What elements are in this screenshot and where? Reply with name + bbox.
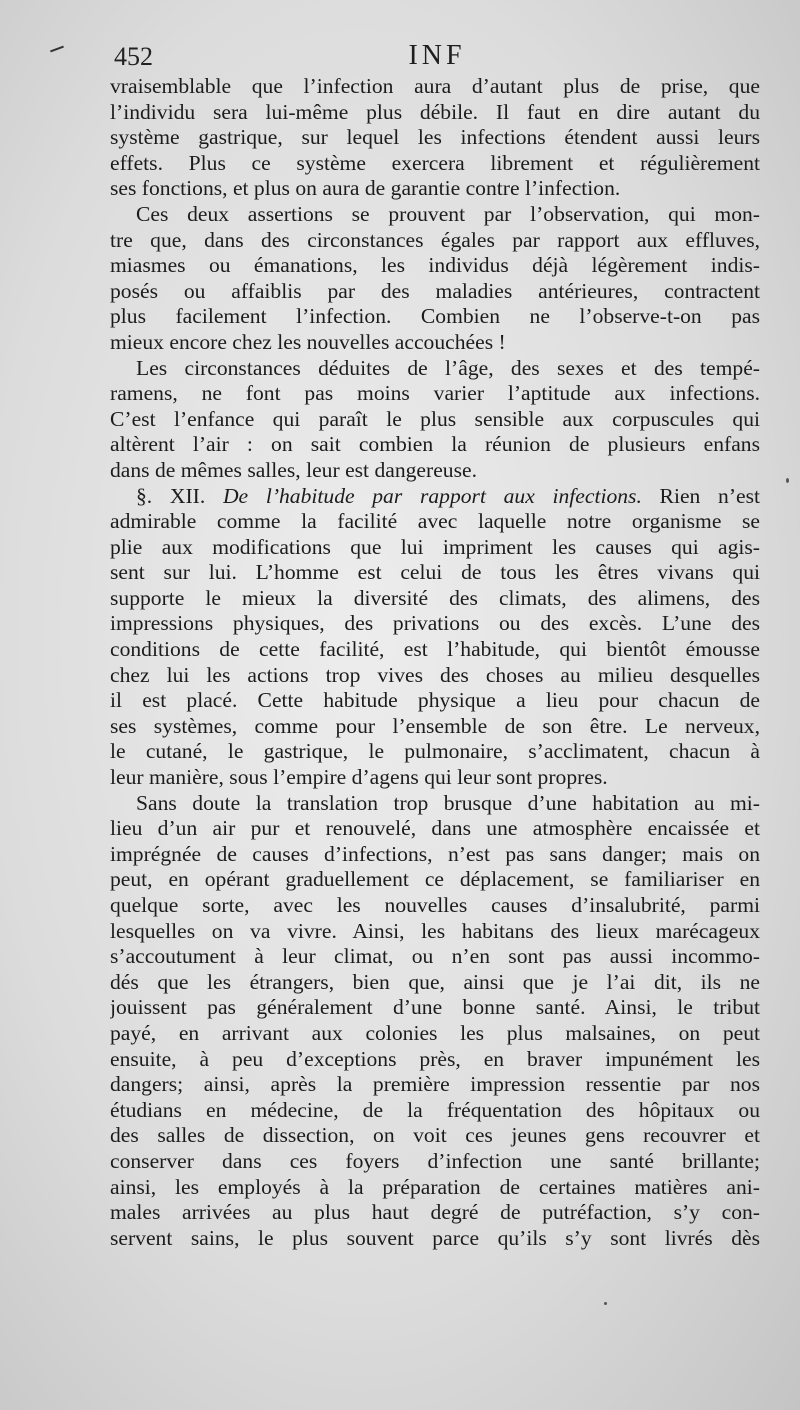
ink-mark <box>50 46 64 53</box>
text-line: chez lui les actions trop vives des choses au milieu desquelles <box>110 662 760 687</box>
text-line: supporte le mieux la diversité des climats, des alimens, des <box>110 585 760 610</box>
text-line: plus facilement l’infection. Combien ne l’observe-t-on pas <box>110 304 760 329</box>
text-line: dans de mêmes salles, leur est dangereuse. <box>110 457 477 482</box>
text-line: Les circonstances déduites de l’âge, des sexes et des tempé- <box>136 355 760 380</box>
section-heading-line <box>110 484 760 510</box>
text-line: posés ou affaiblis par des maladies antérieures, contractent <box>110 278 760 303</box>
text-line: ramens, ne font pas moins varier l’aptitude aux infections. <box>110 381 760 406</box>
text-line: altèrent l’air : on sait combien la réunion de plusieurs enfans <box>110 432 760 457</box>
body-text <box>110 74 760 1251</box>
text-line: vraisemblable que l’infection aura d’autant plus de prise, que <box>110 74 760 98</box>
text-line: dangers; ainsi, après la première impression ressentie par nos <box>110 1072 760 1097</box>
section-number: §. XII. <box>136 483 223 508</box>
text-line: conditions de cette facilité, est l’habitude, qui bientôt émousse <box>110 637 760 662</box>
text-line: étudians en médecine, de la fréquentation des hôpitaux ou <box>110 1097 760 1122</box>
margin-speck <box>604 1302 607 1305</box>
text-line: impressions physiques, des privations ou des excès. L’une des <box>110 611 760 636</box>
running-head: INF <box>408 40 466 71</box>
text-line: Sans doute la translation trop brusque d’une habitation au mi- <box>136 790 760 815</box>
text-line: ainsi, les employés à la préparation de certaines matières ani- <box>110 1174 760 1199</box>
text-line: payé, en arrivant aux colonies les plus malsaines, on peut <box>110 1020 760 1045</box>
text-line: C’est l’enfance qui paraît le plus sensible aux corpuscules qui <box>110 406 760 431</box>
text-line: dés que les étrangers, bien que, ainsi que je l’ai dit, ils ne <box>110 969 760 994</box>
text-line: mieux encore chez les nouvelles accouchées ! <box>110 329 506 354</box>
text-line: ses systèmes, comme pour l’ensemble de son être. Le nerveux, <box>110 713 760 738</box>
text-line: lieu d’un air pur et renouvelé, dans une atmosphère encaissée et <box>110 816 760 841</box>
text-line: lesquelles on va vivre. Ainsi, les habitans des lieux marécageux <box>110 918 760 943</box>
text-line: sent sur lui. L’homme est celui de tous les êtres vivans qui <box>110 560 760 585</box>
text-line: plie aux modifications que lui impriment les causes qui agis- <box>110 534 760 559</box>
text-line: système gastrique, sur lequel les infections étendent aussi leurs <box>110 125 760 150</box>
text-line: ses fonctions, et plus on aura de garantie contre l’infection. <box>110 176 621 201</box>
margin-speck <box>786 478 789 483</box>
page-number: 452 <box>114 42 153 71</box>
text-line: Ces deux assertions se prouvent par l’observation, qui mon- <box>136 201 760 226</box>
text-line: l’individu sera lui-même plus débile. Il faut en dire autant du <box>110 99 760 124</box>
section-title: De l’habitude par rapport aux infections. <box>222 483 642 508</box>
text-line: effets. Plus ce système exercera librement et régulièrement <box>110 150 760 175</box>
text-line: jouissent pas généralement d’une bonne santé. Ainsi, le tribut <box>110 995 760 1020</box>
text-line: males arrivées au plus haut degré de putréfaction, s’y con- <box>110 1200 760 1225</box>
text-line: conserver dans ces foyers d’infection une santé brillante; <box>110 1148 760 1173</box>
text-line: leur manière, sous l’empire d’agens qui leur sont propres. <box>110 765 608 790</box>
text-line: miasmes ou émanations, les individus déjà légèrement indis- <box>110 253 760 278</box>
text-line: peut, en opérant graduellement ce déplacement, se familiariser en <box>110 867 760 892</box>
text-line: admirable comme la facilité avec laquelle notre organisme se <box>110 509 760 534</box>
text-line: tre que, dans des circonstances égales par rapport aux effluves, <box>110 227 760 252</box>
text-line: s’accoutument à leur climat, ou n’en sont pas aussi incommo- <box>110 944 760 969</box>
text-line: ensuite, à peu d’exceptions près, en braver impunément les <box>110 1046 760 1071</box>
text-line: quelque sorte, avec les nouvelles causes d’insalubrité, parmi <box>110 893 760 917</box>
text-line: servent sains, le plus souvent parce qu’ils s’y sont livrés dès <box>110 1225 760 1250</box>
text-line: le cutané, le gastrique, le pulmonaire, s’acclimatent, chacun à <box>110 739 760 764</box>
text-line: il est placé. Cette habitude physique a lieu pour chacun de <box>110 688 760 713</box>
text-line: imprégnée de causes d’infections, n’est pas sans danger; mais on <box>110 841 760 866</box>
text-line: des salles de dissection, on voit ces jeunes gens recouvrer et <box>110 1123 760 1148</box>
section-continuation: Rien n’est <box>641 483 760 508</box>
